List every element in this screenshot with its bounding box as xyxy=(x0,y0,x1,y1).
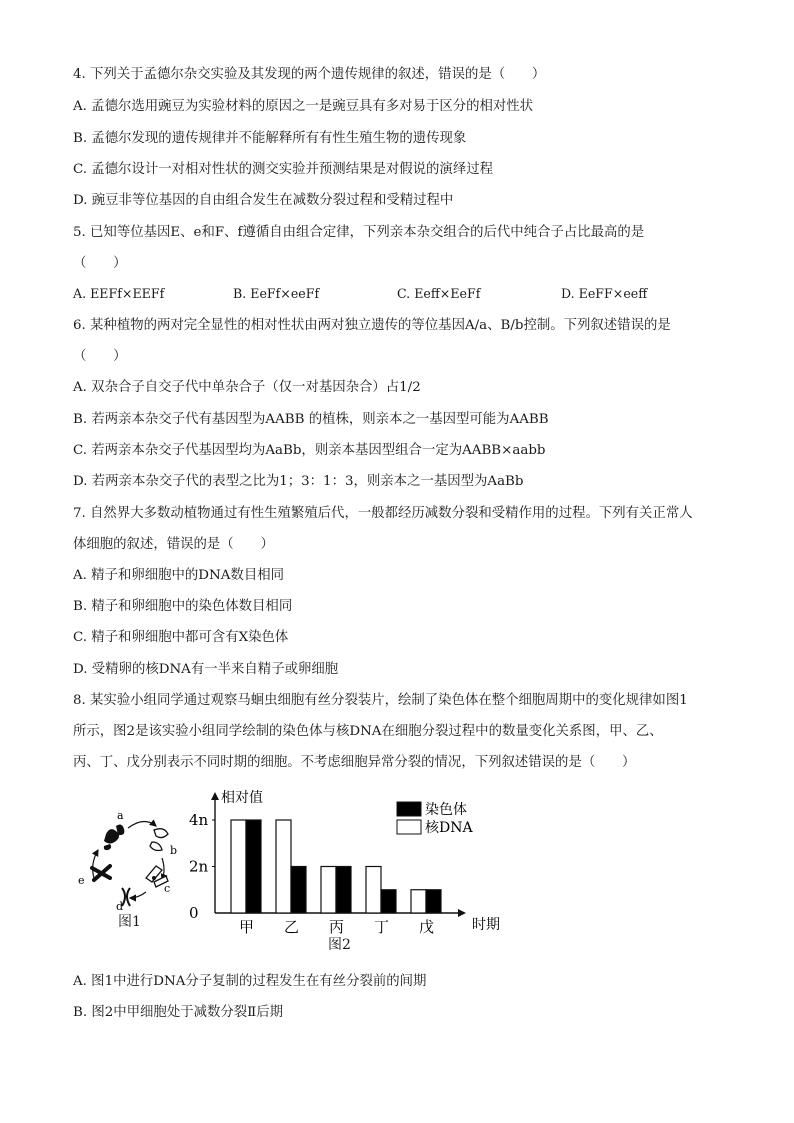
q5-options xyxy=(73,286,733,304)
y-tick-label: 2n xyxy=(189,857,209,876)
bar-dna-2 xyxy=(321,867,336,914)
fig1-label-e: e xyxy=(78,874,85,887)
q7-stem-line2: 体细胞的叙述，错误的是（ ） xyxy=(73,537,274,552)
x-tick-label: 丙 xyxy=(329,918,345,936)
bar-chromosome-0 xyxy=(246,820,261,913)
fig1-label-b: b xyxy=(170,844,178,857)
q4-stem: 4. 下列关于孟德尔杂交实验及其发现的两个遗传规律的叙述，错误的是（ ） xyxy=(73,67,546,82)
y-tick-label: 0 xyxy=(189,904,199,922)
q8-stem-line3: 丙、丁、戊分别表示不同时期的细胞。不考虑细胞异常分裂的情况，下列叙述错误的是（ ） xyxy=(73,755,636,770)
figure2-caption: 图2 xyxy=(328,937,351,953)
q4-option-a: A. 孟德尔选用豌豆为实验材料的原因之一是豌豆具有多对易于区分的相对性状 xyxy=(73,99,534,114)
q4-option-c: C. 孟德尔设计一对相对性状的测交实验并预测结果是对假说的演绎过程 xyxy=(73,162,493,177)
x-tick-label: 甲 xyxy=(239,918,255,936)
bar-dna-3 xyxy=(366,867,381,914)
q8-stem-line2: 所示，图2是该实验小组同学绘制的染色体与核DNA在细胞分裂过程中的数量变化关系图，甲、乙、 xyxy=(73,724,663,739)
q7-stem-line1: 7. 自然界大多数动植物通过有性生殖繁殖后代，一般都经历减数分裂和受精作用的过程。下列有关正常人 xyxy=(73,506,693,521)
q6-answer-paren: （ ） xyxy=(73,349,127,364)
q8-stem-line1: 8. 某实验小组同学通过观察马蛔虫细胞有丝分裂装片，绘制了染色体在整个细胞周期中的变化规律如图1 xyxy=(73,693,688,708)
q8-option-a: A. 图1中进行DNA分子复制的过程发生在有丝分裂前的间期 xyxy=(73,974,427,989)
q7-option-d: D. 受精卵的核DNA有一半来自精子或卵细胞 xyxy=(73,662,339,677)
q4-option-d: D. 豌豆非等位基因的自由组合发生在减数分裂过程和受精过程中 xyxy=(73,193,454,208)
x-axis-arrow xyxy=(458,909,466,917)
q7-option-a: A. 精子和卵细胞中的DNA数目相同 xyxy=(73,568,284,583)
q6-stem: 6. 某种植物的两对完全显性的相对性状由两对独立遗传的等位基因A/a、B/b控制。下列叙述错误的是 xyxy=(73,318,671,333)
q5-option-c: C. Eeff×EeFf xyxy=(397,286,481,301)
fig1-label-c: c xyxy=(164,882,171,895)
q5-option-b: B. EeFf×eeFf xyxy=(233,286,320,301)
fig1-label-a: a xyxy=(117,809,124,822)
x-tick-label: 戊 xyxy=(419,918,435,936)
q5-option-a: A. EEFf×EEFf xyxy=(73,286,165,301)
q6-option-c: C. 若两亲本杂交子代基因型均为AaBb，则亲本基因型组合一定为AABB×aabb xyxy=(73,443,546,458)
bar-chromosome-2 xyxy=(336,867,351,914)
x-axis-title: 时期 xyxy=(472,917,500,933)
fig1-label-d: d xyxy=(116,900,124,913)
legend-label-dna: 核DNA xyxy=(425,820,473,836)
q8-option-b: B. 图2中甲细胞处于减数分裂Ⅱ后期 xyxy=(73,1005,284,1020)
q6-option-d: D. 若两亲本杂交子代的表型之比为1；3：1：3，则亲本之一基因型为AaBb xyxy=(73,474,524,489)
q7-option-b: B. 精子和卵细胞中的染色体数目相同 xyxy=(73,599,293,614)
x-tick-label: 乙 xyxy=(284,918,300,936)
q8-figures xyxy=(70,786,510,958)
y-tick-label: 4n xyxy=(189,811,209,829)
q7-option-c: C. 精子和卵细胞中都可含有X染色体 xyxy=(73,630,289,645)
q6-option-b: B. 若两亲本杂交子代有基因型为AABB 的植株，则亲本之一基因型可能为AABB xyxy=(73,412,549,427)
figure2-bar-chart xyxy=(70,786,510,958)
legend-swatch-chromosome xyxy=(397,802,421,816)
q5-stem: 5. 已知等位基因E、e和F、f遵循自由组合定律，下列亲本杂交组合的后代中纯合子占比最高的是 xyxy=(73,225,645,240)
figure1-caption: 图1 xyxy=(118,914,141,930)
q5-answer-paren: （ ） xyxy=(73,256,127,271)
bar-chromosome-1 xyxy=(291,867,306,914)
bar-dna-0 xyxy=(231,820,246,913)
q6-option-a: A. 双杂合子自交子代中单杂合子（仅一对基因杂合）占1/2 xyxy=(73,380,421,395)
legend-label-chromosome: 染色体 xyxy=(425,802,467,818)
y-axis-title: 相对值 xyxy=(221,790,263,806)
q5-option-d: D. EeFF×eeff xyxy=(561,286,648,301)
bar-chromosome-3 xyxy=(381,890,396,913)
bar-dna-4 xyxy=(411,890,426,913)
bar-dna-1 xyxy=(276,820,291,913)
y-axis-arrow xyxy=(211,792,219,800)
legend-swatch-dna xyxy=(397,820,421,834)
q4-option-b: B. 孟德尔发现的遗传规律并不能解释所有有性生殖生物的遗传现象 xyxy=(73,131,467,146)
x-tick-label: 丁 xyxy=(374,918,390,936)
bar-chromosome-4 xyxy=(426,890,441,913)
